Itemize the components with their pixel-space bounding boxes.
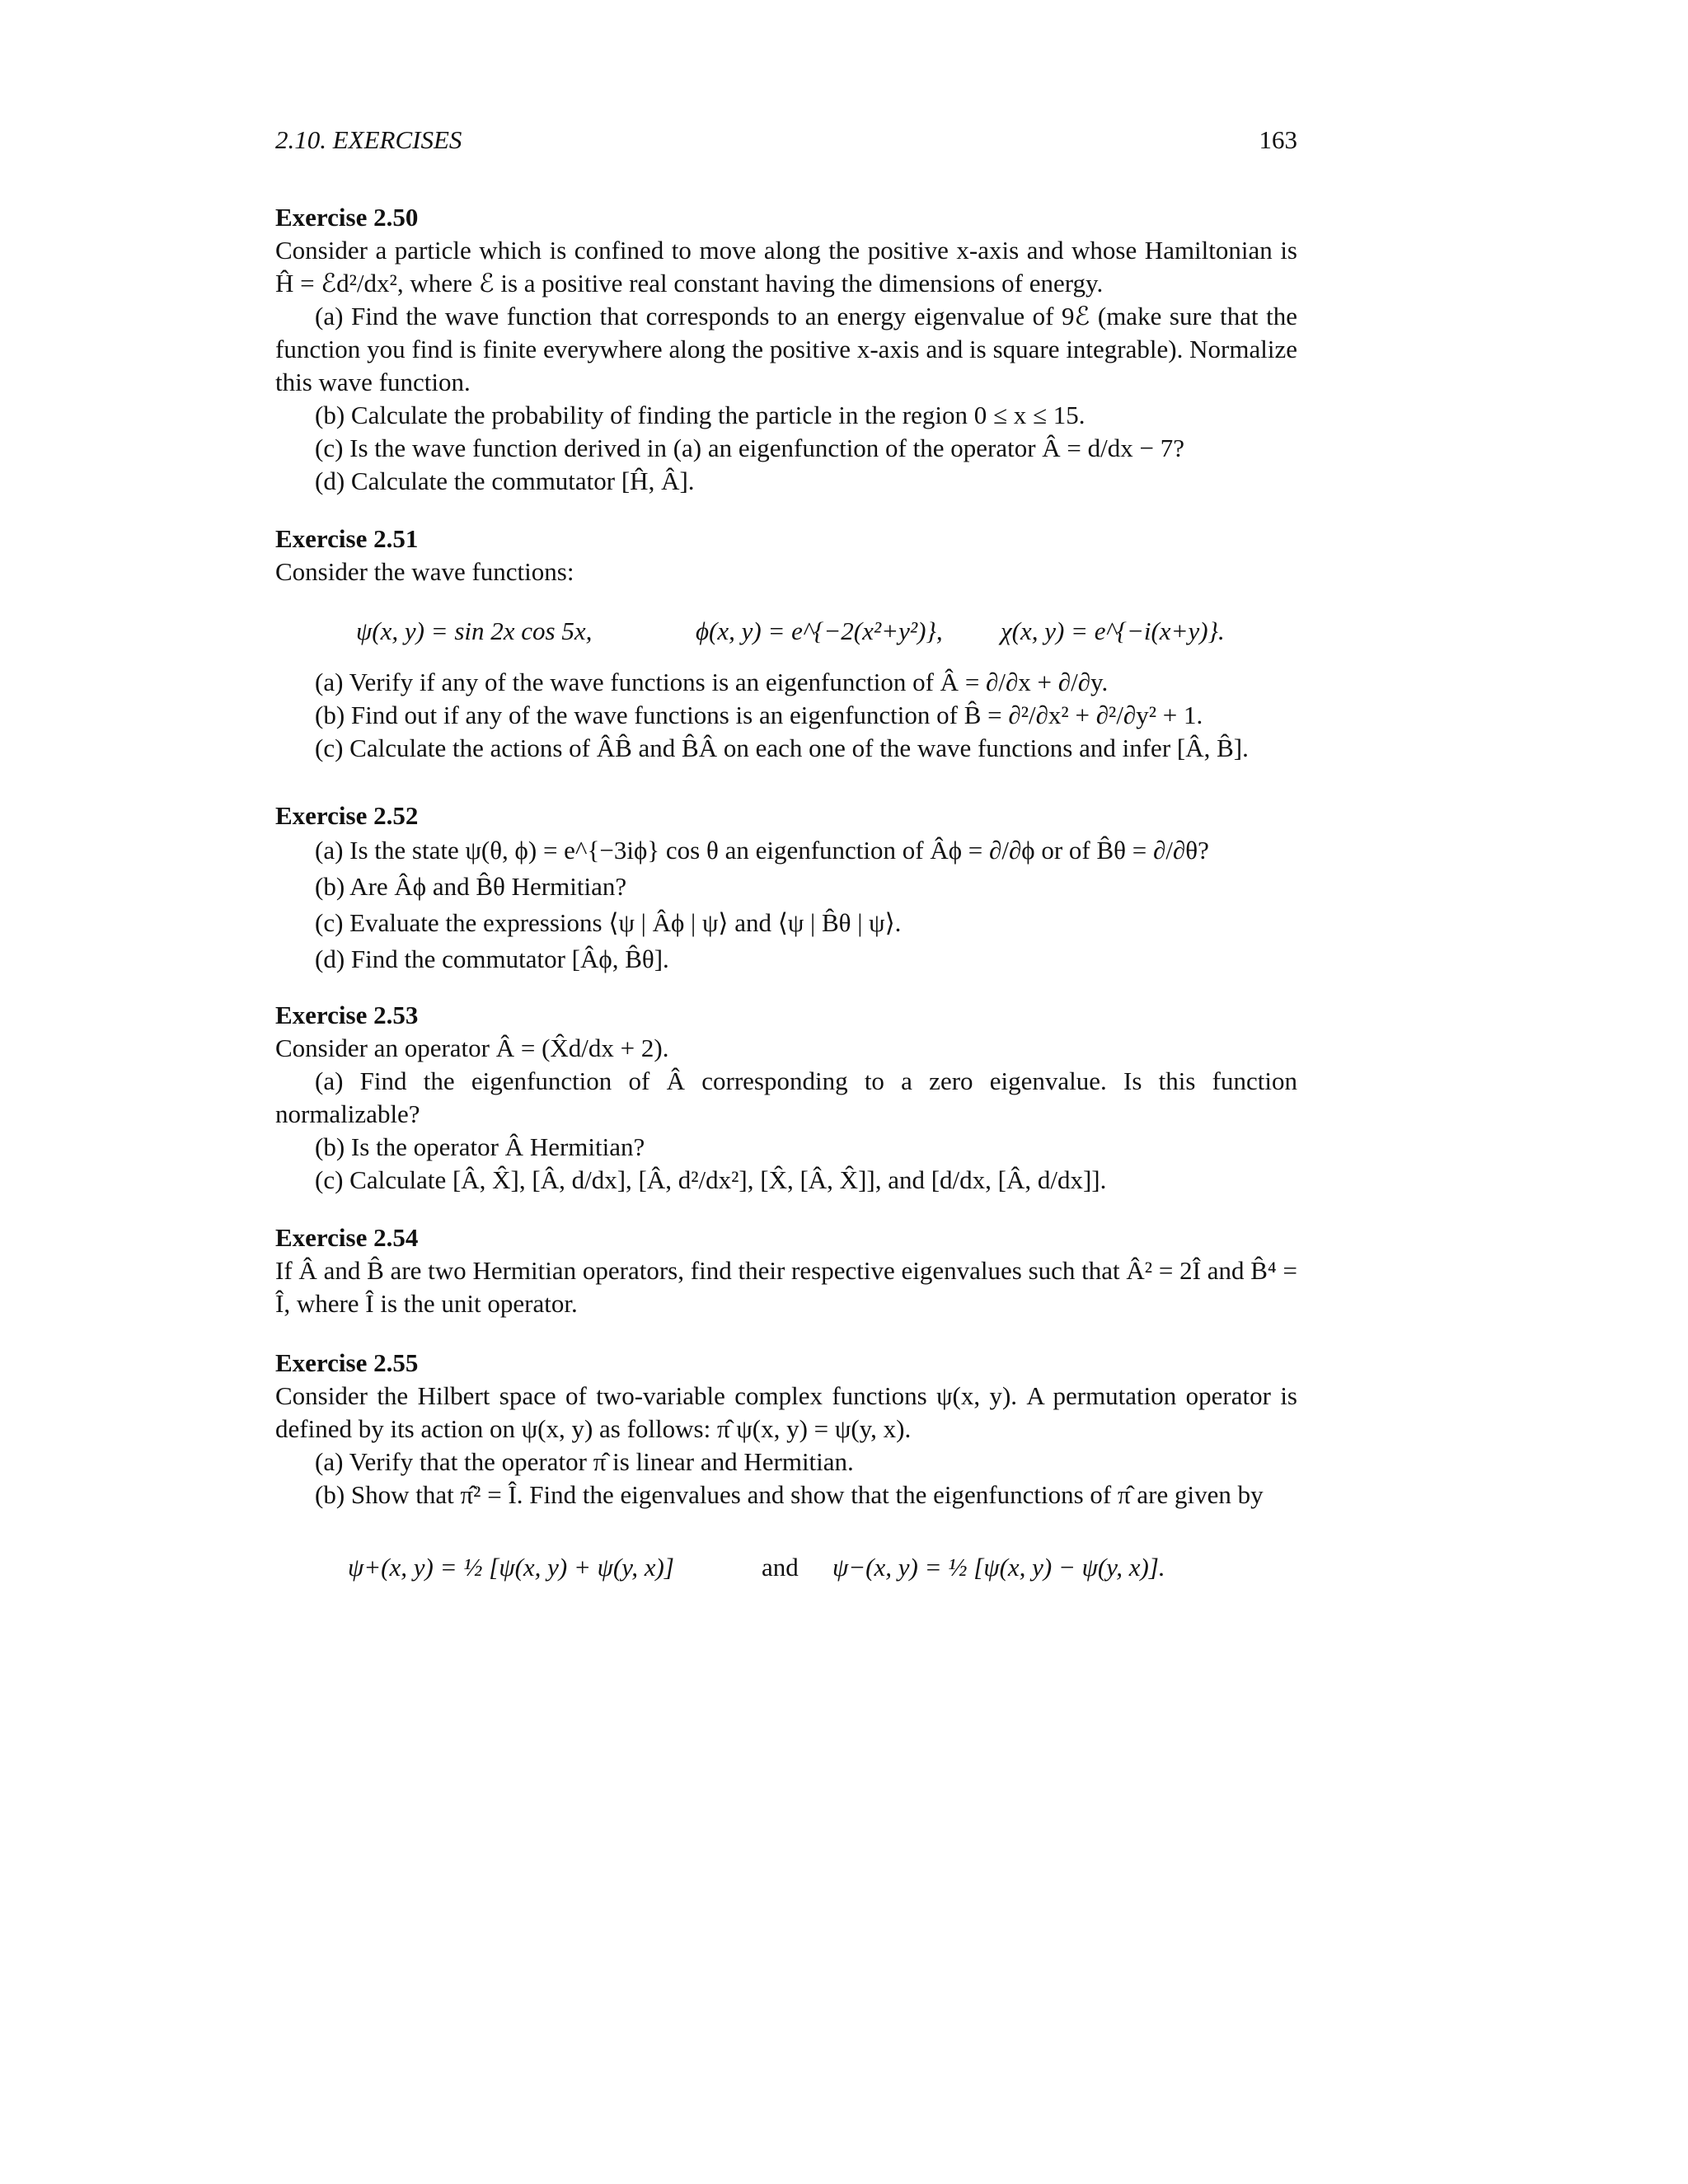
exercise-part-a: (a) Is the state ψ(θ, ϕ) = e^{−3iϕ} cos θ an eigenfunction of Âϕ = ∂/∂ϕ or of B̂θ = ∂/∂θ? bbox=[315, 836, 1209, 865]
exercise-title: Exercise 2.52 bbox=[275, 801, 419, 830]
exercise-2-50 bbox=[275, 201, 1297, 498]
exercise-part-b: (b) Is the operator Â Hermitian? bbox=[315, 1132, 645, 1161]
exercise-part-d: (d) Find the commutator [Âϕ, B̂θ]. bbox=[315, 944, 669, 973]
exercise-text: Consider an operator Â = (X̂d/dx + 2). bbox=[275, 1033, 669, 1062]
exercise-part-d: (d) Calculate the commutator [Ĥ, Â]. bbox=[315, 466, 695, 495]
exercise-part-a: (a) Find the wave function that corresponds to an energy eigenvalue of 9ℰ (make sure that the function you find is finite everywhere along the positive x-axis and is square integrable). Normalize this wave function. bbox=[275, 302, 1297, 396]
exercise-part-a: (a) Find the eigenfunction of Â corresponding to a zero eigenvalue. Is this function normalizable? bbox=[275, 1066, 1297, 1128]
equation-psi-minus: ψ−(x, y) = ½ [ψ(x, y) − ψ(y, x)]. bbox=[832, 1553, 1165, 1582]
exercise-text: If Â and B̂ are two Hermitian operators, find their respective eigenvalues such that Â² = 2Î and B̂⁴ = Î, where Î is the unit operator. bbox=[275, 1256, 1297, 1318]
exercise-part-b: (b) Calculate the probability of finding the particle in the region 0 ≤ x ≤ 15. bbox=[315, 401, 1085, 429]
exercise-2-54 bbox=[275, 1221, 1297, 1320]
exercise-2-55 bbox=[275, 1347, 1297, 1601]
exercise-2-51 bbox=[275, 523, 1297, 765]
section-title: 2.10. EXERCISES bbox=[275, 125, 462, 154]
exercise-title: Exercise 2.50 bbox=[275, 203, 419, 232]
equation-row bbox=[275, 1530, 1297, 1601]
exercise-title: Exercise 2.51 bbox=[275, 524, 419, 553]
exercise-part-c: (c) Evaluate the expressions ⟨ψ | Âϕ | ψ⟩ and ⟨ψ | B̂θ | ψ⟩. bbox=[315, 908, 902, 937]
exercise-title: Exercise 2.53 bbox=[275, 1001, 419, 1029]
exercise-part-a: (a) Verify that the operator π̂ is linear and Hermitian. bbox=[315, 1447, 854, 1476]
equation-connector: and bbox=[762, 1553, 799, 1582]
exercise-part-c: (c) Calculate the actions of ÂB̂ and B̂Â on each one of the wave functions and infer [Â, B̂]. bbox=[315, 733, 1249, 762]
equation-psi: ψ(x, y) = sin 2x cos 5x, bbox=[356, 616, 593, 645]
exercise-intro: Consider the wave functions: bbox=[275, 557, 574, 586]
page-number: 163 bbox=[1259, 125, 1297, 154]
exercise-part-b: (b) Show that π̂² = Î. Find the eigenvalues and show that the eigenfunctions of π̂ are given by bbox=[315, 1480, 1264, 1509]
exercise-2-52 bbox=[275, 799, 1297, 977]
exercise-text: Consider the Hilbert space of two-variable complex functions ψ(x, y). A permutation operator is defined by its action on ψ(x, y) as follows: π̂ ψ(x, y) = ψ(y, x). bbox=[275, 1381, 1297, 1443]
exercise-2-53 bbox=[275, 999, 1297, 1197]
exercise-part-b: (b) Are Âϕ and B̂θ Hermitian? bbox=[315, 872, 627, 901]
exercise-title: Exercise 2.55 bbox=[275, 1348, 419, 1377]
exercise-part-a: (a) Verify if any of the wave functions is an eigenfunction of Â = ∂/∂x + ∂/∂y. bbox=[315, 668, 1109, 696]
equation-chi: χ(x, y) = e^{−i(x+y)}. bbox=[1001, 616, 1225, 645]
exercise-part-b: (b) Find out if any of the wave functions is an eigenfunction of B̂ = ∂²/∂x² + ∂²/∂y² + 1. bbox=[315, 701, 1203, 729]
equation-psi-plus: ψ+(x, y) = ½ [ψ(x, y) + ψ(y, x)] bbox=[348, 1553, 674, 1582]
exercise-part-c: (c) Calculate [Â, X̂], [Â, d/dx], [Â, d²/dx²], [X̂, [Â, X̂]], and [d/dx, [Â, d/dx]]. bbox=[315, 1165, 1107, 1194]
exercise-title: Exercise 2.54 bbox=[275, 1223, 419, 1252]
exercise-text: Consider a particle which is confined to move along the positive x-axis and whose Hamiltonian is Ĥ = ℰd²/dx², where ℰ is a positive real constant having the dimensions of energy. bbox=[275, 236, 1297, 298]
exercise-part-c: (c) Is the wave function derived in (a) an eigenfunction of the operator Â = d/dx − 7? bbox=[315, 434, 1184, 462]
equation-phi: ϕ(x, y) = e^{−2(x²+y²)}, bbox=[696, 616, 943, 645]
equation-row bbox=[275, 608, 1297, 653]
running-head bbox=[275, 124, 1297, 157]
